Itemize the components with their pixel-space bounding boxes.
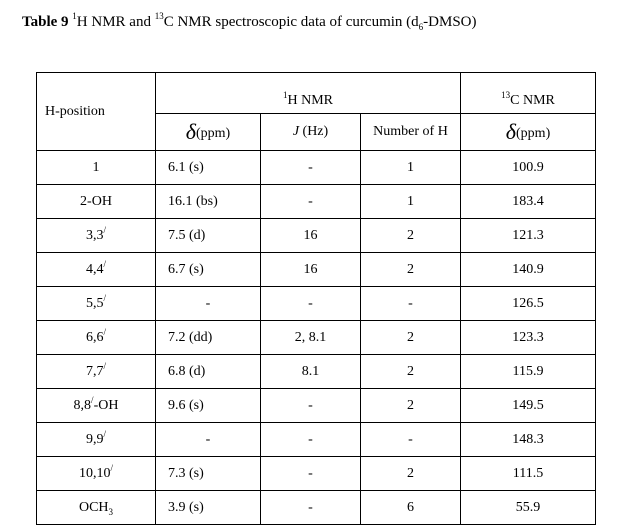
- table-row: [37, 355, 596, 389]
- cell-c-delta: 111.5: [461, 457, 596, 491]
- cell-position: [37, 219, 156, 253]
- position-prime: /: [103, 326, 106, 337]
- nmr-table: [36, 72, 596, 525]
- table-row: [37, 457, 596, 491]
- cell-j: -: [261, 185, 361, 219]
- cell-j: -: [261, 457, 361, 491]
- cell-c-delta: 140.9: [461, 253, 596, 287]
- cell-j: -: [261, 491, 361, 525]
- cell-c-delta: 55.9: [461, 491, 596, 525]
- header-h-delta: [156, 114, 261, 151]
- position-prime: /: [103, 428, 106, 439]
- cell-j: -: [261, 389, 361, 423]
- cell-number-of-h: 2: [361, 457, 461, 491]
- cell-j: 2, 8.1: [261, 321, 361, 355]
- c-delta-symbol: δ: [505, 119, 517, 144]
- position-value: 1: [92, 159, 100, 175]
- cell-c-delta: 100.9: [461, 151, 596, 185]
- cell-c-delta: 148.3: [461, 423, 596, 457]
- cell-c-delta: 183.4: [461, 185, 596, 219]
- cell-position: [37, 457, 156, 491]
- cell-position: [37, 253, 156, 287]
- cell-position: [37, 491, 156, 525]
- cell-number-of-h: 2: [361, 389, 461, 423]
- position-value: OCH: [78, 499, 109, 515]
- cell-position: [37, 151, 156, 185]
- cell-h-delta: 6.1 (s): [156, 151, 261, 185]
- j-symbol: J: [292, 124, 300, 139]
- cell-h-delta: 16.1 (bs): [156, 185, 261, 219]
- table-row: [37, 219, 596, 253]
- cell-position: [37, 389, 156, 423]
- header-row-1: [37, 73, 596, 114]
- cell-h-delta: 6.7 (s): [156, 253, 261, 287]
- position-prime: /: [91, 394, 94, 405]
- position-prime: /: [103, 258, 106, 269]
- table-row: [37, 287, 596, 321]
- cell-h-delta: 9.6 (s): [156, 389, 261, 423]
- table-row: [37, 423, 596, 457]
- position-sub: 3: [108, 506, 114, 517]
- position-value: 7,7: [85, 363, 104, 379]
- table-row: [37, 253, 596, 287]
- cell-c-delta: 126.5: [461, 287, 596, 321]
- position-value: 9,9: [85, 431, 104, 447]
- position-value: 8,8: [73, 397, 92, 413]
- cell-h-delta: 6.8 (d): [156, 355, 261, 389]
- cell-h-delta: -: [156, 287, 261, 321]
- caption-sub: 6: [418, 22, 424, 32]
- cell-j: 16: [261, 219, 361, 253]
- position-value: 2-OH: [80, 193, 112, 209]
- cell-h-delta: -: [156, 423, 261, 457]
- table-row: [37, 185, 596, 219]
- cell-number-of-h: 2: [361, 321, 461, 355]
- delta-unit: (ppm): [196, 126, 231, 141]
- position-value: 4,4: [85, 261, 104, 277]
- header-c-sup: 13: [501, 90, 511, 100]
- cell-h-delta: 3.9 (s): [156, 491, 261, 525]
- cell-number-of-h: -: [361, 423, 461, 457]
- cell-c-delta: 149.5: [461, 389, 596, 423]
- caption-text-c: -DMSO): [423, 14, 477, 30]
- j-unit: (Hz): [302, 124, 329, 139]
- position-prime: /: [103, 360, 106, 371]
- position-value: 5,5: [85, 295, 104, 311]
- caption-text-a: H NMR and: [76, 14, 151, 30]
- cell-number-of-h: 2: [361, 355, 461, 389]
- caption-label: Table 9: [22, 14, 69, 30]
- cell-j: 16: [261, 253, 361, 287]
- header-h-position: H-position: [37, 73, 156, 151]
- table-row: [37, 491, 596, 525]
- header-c-nmr-group: [461, 73, 596, 114]
- header-c-delta: [461, 114, 596, 151]
- cell-number-of-h: 2: [361, 219, 461, 253]
- position-prime: /: [103, 292, 106, 303]
- position-prime: /: [103, 224, 106, 235]
- cell-c-delta: 121.3: [461, 219, 596, 253]
- cell-position: [37, 355, 156, 389]
- cell-h-delta: 7.2 (dd): [156, 321, 261, 355]
- cell-number-of-h: 2: [361, 253, 461, 287]
- header-h-nmr-group: [156, 73, 461, 114]
- position-value: 10,10: [78, 465, 111, 481]
- cell-c-delta: 115.9: [461, 355, 596, 389]
- cell-number-of-h: -: [361, 287, 461, 321]
- position-value: 6,6: [85, 329, 104, 345]
- cell-number-of-h: 6: [361, 491, 461, 525]
- header-c-nmr-label: C NMR: [510, 93, 555, 108]
- table-caption: [22, 11, 477, 32]
- delta-symbol: δ: [185, 119, 196, 144]
- position-value: 3,3: [85, 227, 104, 243]
- header-h-nmr-label: H NMR: [287, 93, 334, 108]
- cell-position: [37, 185, 156, 219]
- cell-j: -: [261, 287, 361, 321]
- cell-j: 8.1: [261, 355, 361, 389]
- position-prime: /: [110, 462, 113, 473]
- cell-position: [37, 287, 156, 321]
- cell-number-of-h: 1: [361, 185, 461, 219]
- position-suffix: -OH: [93, 397, 119, 413]
- table-row: [37, 151, 596, 185]
- caption-h-sup: 1: [72, 11, 77, 21]
- cell-j: -: [261, 423, 361, 457]
- cell-j: -: [261, 151, 361, 185]
- header-h-sup: 1: [283, 90, 288, 100]
- cell-h-delta: 7.3 (s): [156, 457, 261, 491]
- cell-number-of-h: 1: [361, 151, 461, 185]
- table-row: [37, 389, 596, 423]
- cell-c-delta: 123.3: [461, 321, 596, 355]
- cell-h-delta: 7.5 (d): [156, 219, 261, 253]
- caption-text-b: C NMR spectroscopic data of curcumin (d: [163, 14, 419, 30]
- table-row: [37, 321, 596, 355]
- c-delta-unit: (ppm): [516, 126, 551, 141]
- cell-position: [37, 321, 156, 355]
- cell-position: [37, 423, 156, 457]
- caption-c-sup: 13: [154, 11, 164, 21]
- header-number-of-h: Number of H: [361, 114, 461, 151]
- header-j: [261, 114, 361, 151]
